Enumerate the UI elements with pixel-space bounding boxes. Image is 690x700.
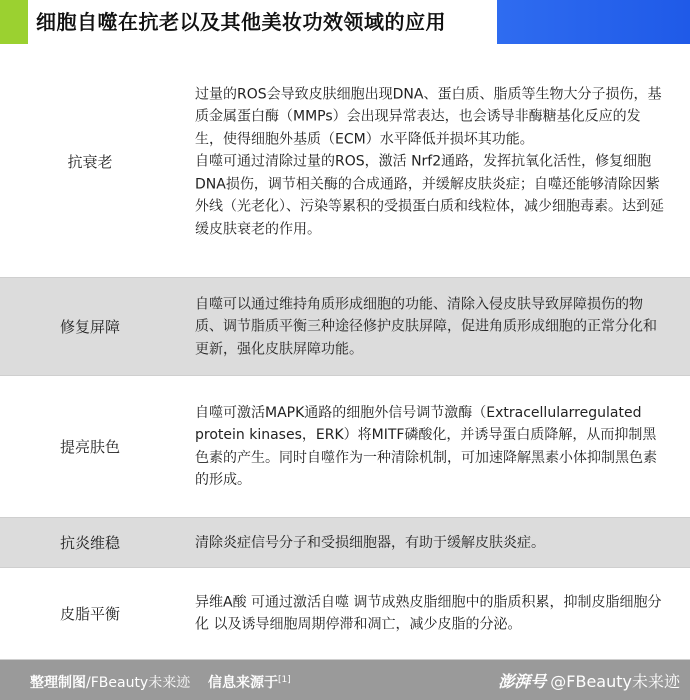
watermark-text: @FBeauty未来迹: [550, 671, 680, 691]
row-description: [195, 293, 668, 361]
page-title: 细胞自噬在抗老以及其他美妆功效领域的应用: [36, 10, 446, 34]
source-reference: [1]: [278, 675, 291, 685]
table-row: [0, 46, 690, 278]
table-row: [0, 518, 690, 568]
row-label-anti-inflammation: 抗炎维稳: [59, 534, 120, 552]
made-by-label: 整理制图: [30, 675, 86, 691]
description-paragraph: 自噬可通过清除过量的ROS，激活 Nrf2通路，发挥抗氧化活性，修复细胞DNA损伤，调节相关酶的合成通路，并缓解皮肤炎症；自噬还能够清除因紫外线（光老化）、污染等累积的受损蛋白质和线粒体，减少细胞毒素。达到延缓皮肤衰老的作用。: [195, 153, 664, 237]
page-header: [0, 0, 690, 44]
made-by-value: /FBeauty未来迹: [86, 675, 191, 691]
row-description: [195, 402, 668, 492]
footer-watermark: [498, 660, 680, 700]
row-label-barrier-repair: 修复屏障: [59, 318, 120, 336]
row-description: [195, 591, 668, 636]
row-description: [195, 531, 668, 554]
row-label-anti-aging: 抗衰老: [67, 153, 113, 171]
description-paragraph: 异维A酸 可通过激活自噬 调节成熟皮脂细胞中的脂质积累，抑制皮脂细胞分化 以及诱导细胞周期停滞和凋亡，减少皮脂的分泌。: [195, 594, 662, 633]
description-paragraph: 清除炎症信号分子和受损细胞器，有助于缓解皮肤炎症。: [195, 534, 545, 551]
table-row: [0, 568, 690, 660]
thepaper-logo-icon: 澎湃号: [498, 671, 547, 691]
row-label-sebum-balance: 皮脂平衡: [59, 605, 120, 623]
table-row: [0, 376, 690, 518]
row-label-brightening: 提亮肤色: [59, 438, 120, 456]
page-footer: [0, 660, 690, 700]
description-paragraph: 自噬可以通过维持角质形成细胞的功能、清除入侵皮肤导致屏障损伤的物质、调节脂质平衡三种途径修护皮肤屏障，促进角质形成细胞的正常分化和更新，强化皮肤屏障功能。: [195, 295, 657, 357]
description-paragraph: 自噬可激活MAPK通路的细胞外信号调节激酶（Extracellularregulated protein kinases，ERK）将MITF磷酸化，并诱导蛋白质降解，从而抑制黑色素的产生。同时自噬作为一种清除机制，可加速降解黑素小体抑制黑色素的形成。: [195, 404, 657, 488]
row-description: [195, 83, 668, 241]
header-accent-bar: [0, 0, 28, 44]
table-row: [0, 278, 690, 376]
description-paragraph: 过量的ROS会导致皮肤细胞出现DNA、蛋白质、脂质等生物大分子损伤，基质金属蛋白酶（MMPs）会出现异常表达，也会诱导非酶糖基化反应的发生，使得细胞外基质（ECM）水平降低并损坏其功能。: [195, 85, 662, 147]
source-label: 信息来源于: [208, 675, 279, 691]
footer-credits: [30, 660, 291, 700]
